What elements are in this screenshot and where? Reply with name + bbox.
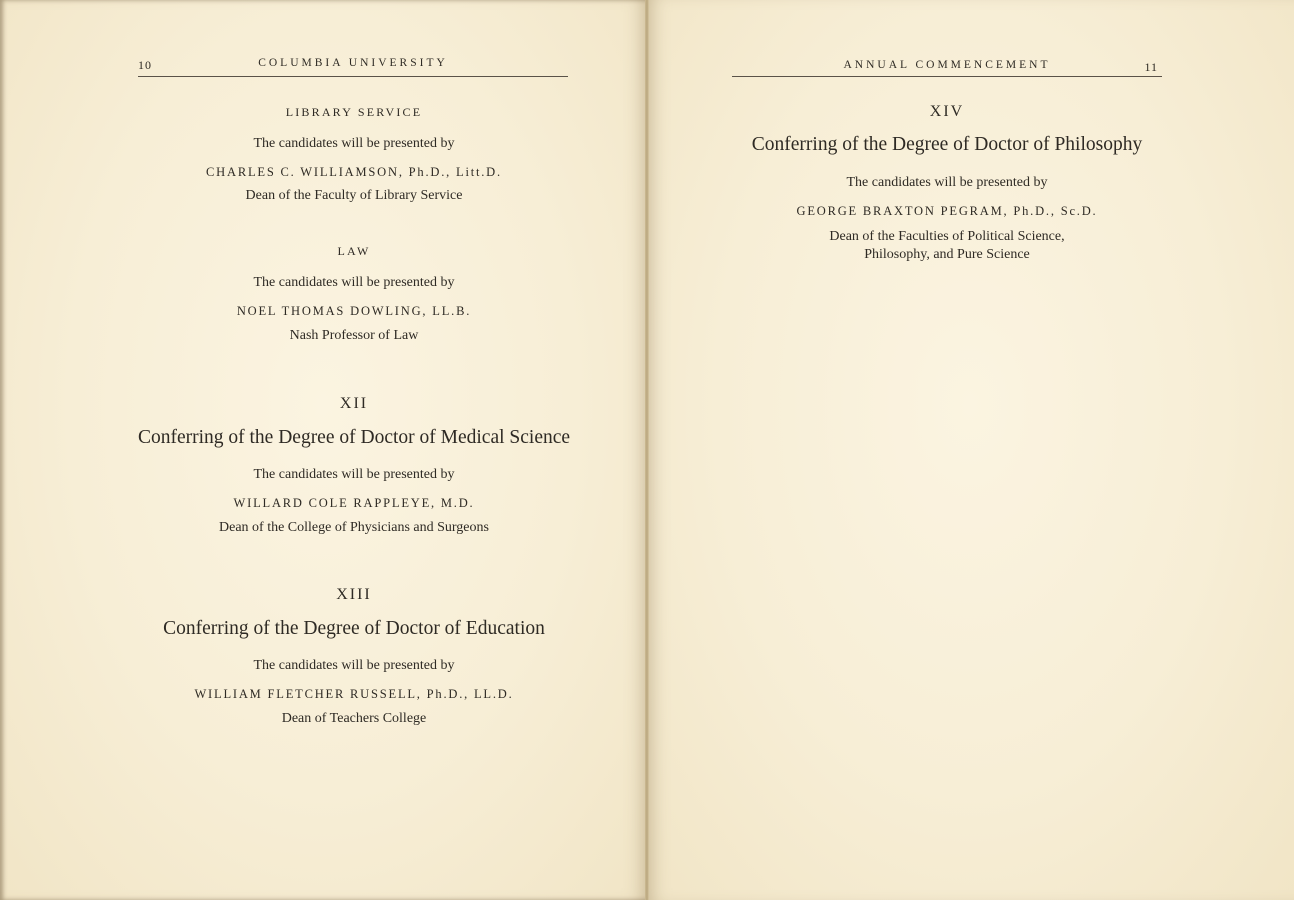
law-presented-by: The candidates will be presented by [253,275,455,290]
right-folio: 11 [1144,60,1158,74]
section-xiii-title: Conferring of the Degree of Doctor of Education [163,618,545,639]
law-heading: LAW [337,244,371,258]
law-presenter-title: Nash Professor of Law [289,328,419,343]
section-xii-presented-by: The candidates will be presented by [253,467,455,482]
law-presenter: NOEL THOMAS DOWLING, LL.B. [236,304,472,318]
section-xii-numeral: XII [339,395,369,412]
section-xii-presenter-title: Dean of the College of Physicians and Surgeons [219,520,489,535]
section-xiv-presenter-title: Dean of the Faculties of Political Science, Philosophy, and Pure Science [829,229,1065,262]
section-xii-presenter: WILLARD COLE RAPPLEYE, M.D. [233,496,475,510]
library-service-presenter: CHARLES C. WILLIAMSON, Ph.D., Litt.D. [206,165,502,179]
left-running-title: COLUMBIA UNIVERSITY [258,57,448,69]
section-xiii-presented-by: The candidates will be presented by [253,658,455,673]
right-page [647,0,1294,900]
right-running-title: ANNUAL COMMENCEMENT [843,59,1051,71]
book-gutter [645,0,649,900]
left-running-head [138,56,568,77]
section-xiii-numeral: XIII [336,586,372,603]
section-xiv-title: Conferring of the Degree of Doctor of Philosophy [751,134,1143,155]
right-running-head [732,56,1162,77]
left-folio: 10 [138,58,152,72]
section-xii-title: Conferring of the Degree of Doctor of Medical Science [137,427,571,448]
section-xiii-presenter-title: Dean of Teachers College [281,711,427,726]
section-xiii-presenter: WILLIAM FLETCHER RUSSELL, Ph.D., LL.D. [194,687,514,701]
section-xiv-presented-by: The candidates will be presented by [846,175,1048,190]
section-xiv-presenter: GEORGE BRAXTON PEGRAM, Ph.D., Sc.D. [796,204,1098,218]
library-service-presented-by: The candidates will be presented by [253,136,455,151]
library-service-presenter-title: Dean of the Faculty of Library Service [245,188,463,203]
section-xiv-numeral: XIV [929,103,965,120]
library-service-heading: LIBRARY SERVICE [285,105,423,119]
